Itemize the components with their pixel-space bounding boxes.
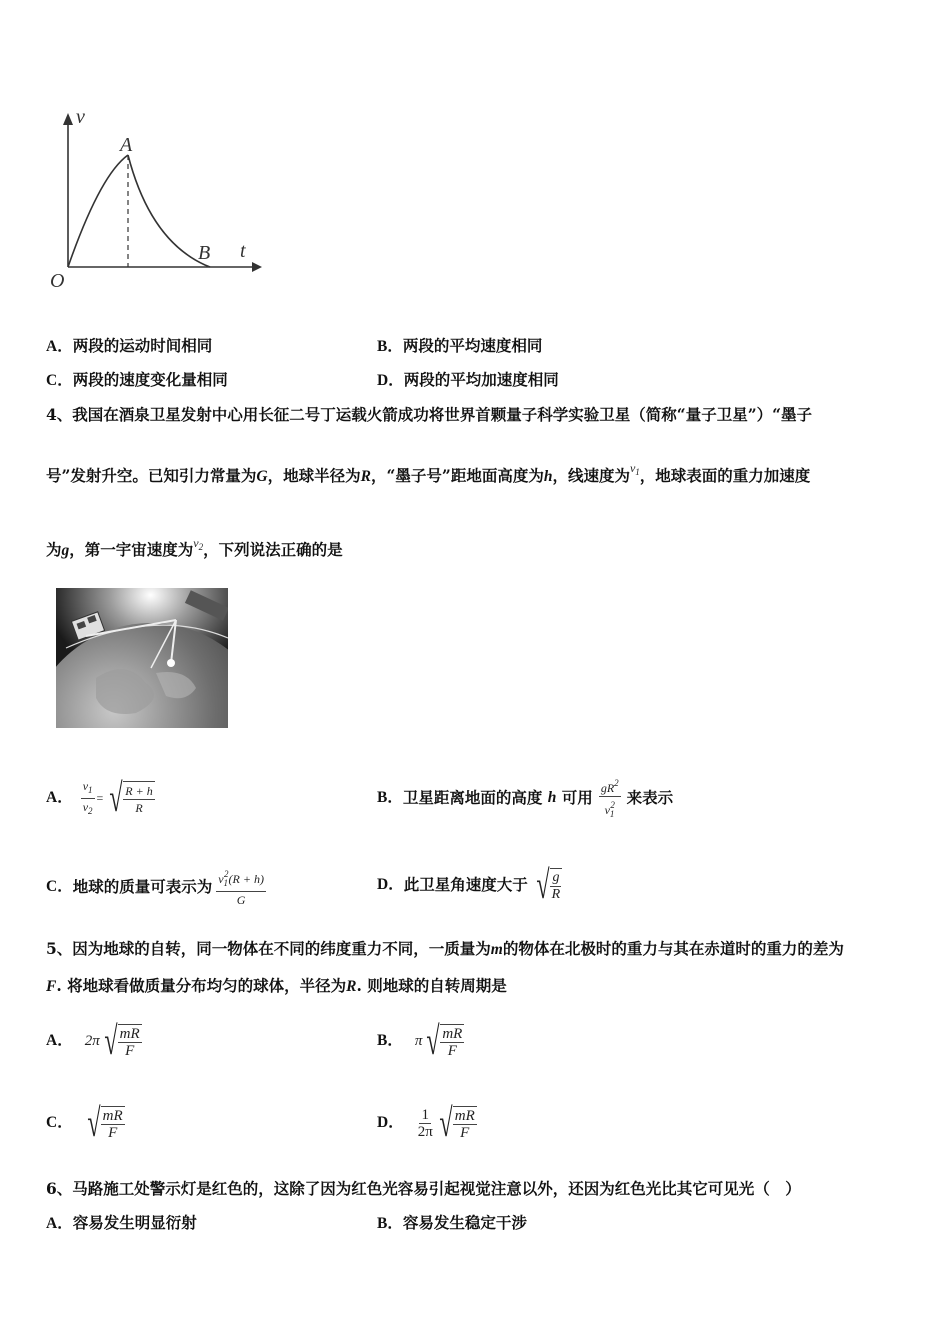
v-label: v bbox=[76, 106, 85, 128]
q5-stem-line2: F. 将地球看做质量分布均匀的球体，半径为R. 则地球的自转周期是 bbox=[46, 976, 507, 995]
q6-option-b: B．容易发生稳定干涉 bbox=[377, 1213, 527, 1232]
q4-stem-line2: 号”发射升空。已知引力常量为G，地球半径为R，“墨子号”距地面高度为h，线速度为$^{v_1}$，地球表面的重力加速度 bbox=[46, 461, 811, 485]
q4-option-d: D． 此卫星角速度大于 √ $\frac{g}{R}$ bbox=[377, 862, 561, 907]
formula-earth-mass: $\frac{v_1^2(R + h)}{G}$ bbox=[216, 866, 266, 908]
q4-option-c: C． 地球的质量可表示为 $\frac{v_1^2(R + h)}{G}$ bbox=[46, 862, 266, 912]
q5-stem-line1: 5、因为地球的自转，同一物体在不同的纬度重力不同，一质量为m的物体在北极时的重力与其在赤道时的重力的差为 bbox=[46, 939, 844, 958]
velocity-time-graph bbox=[40, 105, 265, 305]
t-label: t bbox=[240, 240, 246, 262]
q3-option-b: B．两段的平均速度相同 bbox=[377, 336, 543, 355]
q3-option-d: D．两段的平均加速度相同 bbox=[377, 370, 559, 389]
q3-option-a: A．两段的运动时间相同 bbox=[46, 336, 213, 355]
q5-option-b: B． π √ $\frac{mR}{F}$ bbox=[377, 1018, 463, 1063]
t-axis-arrow bbox=[252, 262, 262, 272]
q5-option-c: C． √ $\frac{mR}{F}$ bbox=[46, 1100, 123, 1145]
peak-label: A bbox=[120, 134, 133, 156]
q4-option-b: B． 卫星距离地面的高度 h 可用 $\frac{gR^2}{v_1^2}$ 来表示 bbox=[377, 774, 673, 822]
formula-v1-over-v2: $\frac{v_1}{v_2}$ = √ $\frac{R + h}{R}$ bbox=[82, 775, 153, 820]
q3-option-c: C．两段的速度变化量相同 bbox=[46, 370, 228, 389]
satellite-photo bbox=[56, 588, 228, 728]
q5-option-d: D． $\frac{1}{2\pi}$ √ $\frac{mR}{F}$ bbox=[377, 1100, 475, 1145]
rise-curve bbox=[68, 155, 128, 267]
v-axis-arrow bbox=[63, 113, 73, 125]
q6-option-a: A．容易发生明显衍射 bbox=[46, 1213, 197, 1232]
formula-gR2-over-v1sq: $\frac{gR^2}{v_1^2}$ bbox=[599, 775, 621, 822]
q4-stem-line3: 为g，第一宇宙速度为$^{v_2}$，下列说法正确的是 bbox=[46, 536, 343, 559]
q4-option-a: A． $\frac{v_1}{v_2}$ = √ $\frac{R + h}{R}$ bbox=[46, 775, 153, 820]
origin-label: O bbox=[50, 270, 65, 292]
end-label: B bbox=[198, 242, 211, 264]
q4-stem-line1: 4、我国在酒泉卫星发射中心用长征二号丁运载火箭成功将世界首颗量子科学实验卫星（简称“量子卫星”）“墨子 bbox=[46, 405, 813, 424]
q6-stem: 6、马路施工处警示灯是红色的，这除了因为红色光容易引起视觉注意以外，还因为红色光比其它可见光（ ） bbox=[46, 1179, 801, 1198]
formula-sqrt-g-over-r: √ $\frac{g}{R}$ bbox=[536, 862, 561, 907]
q5-option-a: A． 2π √ $\frac{mR}{F}$ bbox=[46, 1018, 140, 1063]
